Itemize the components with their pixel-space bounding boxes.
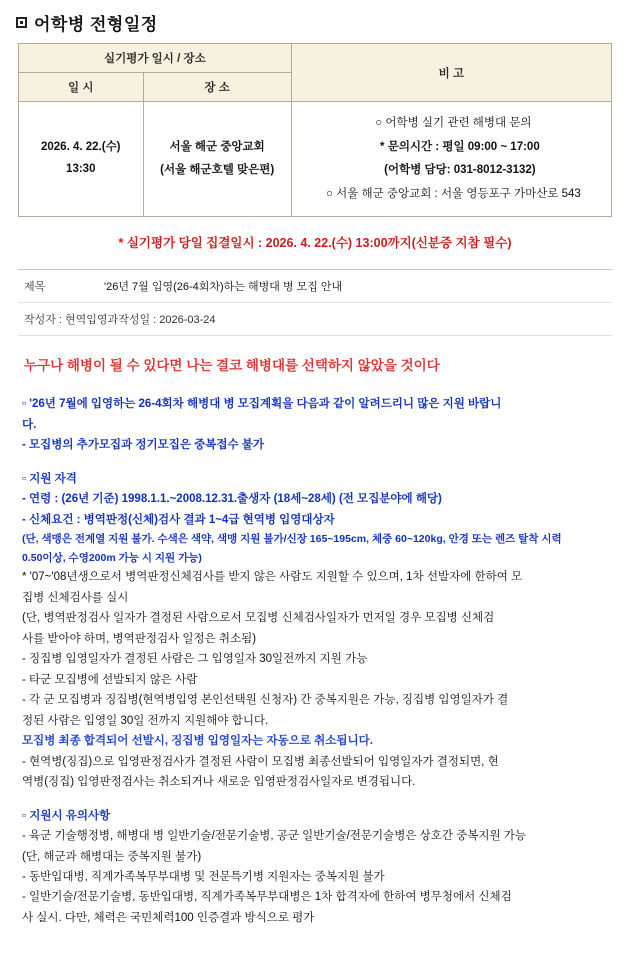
cautions-line-3: - 동반입대병, 직계가족복무부대병 및 전문특기병 지원자는 중복지원 불가 xyxy=(22,871,385,884)
eligibility-line-12: 정된 사람은 입영일 30일 전까지 지원해야 합니다. xyxy=(22,714,269,727)
meta-row-author xyxy=(18,303,612,336)
eligibility-line-9: - 징집병 입영일자가 결정된 사람은 그 입영일자 30일전까지 지원 가능 xyxy=(22,653,368,666)
intro-line-2: 다. xyxy=(22,418,37,431)
cell-date-line1: 2026. 4. 22.(수) xyxy=(41,141,121,154)
eligibility-title: ▫ 지원 자격 xyxy=(22,472,77,485)
eligibility-line-13: 모집병 최종 합격되어 선발시, 징집병 입영일자는 자동으로 취소됩니다. xyxy=(22,735,373,748)
table-header-row-1 xyxy=(19,44,612,73)
schedule-table-wrapper xyxy=(10,43,620,217)
eligibility-line-2: - 신체요건 : 병역판정(신체)검사 결과 1~4급 현역병 입영대상자 xyxy=(22,513,335,526)
meta-value-title: '26년 7월 입영(26-4회차)하는 해병대 병 모집 안내 xyxy=(98,270,612,303)
eligibility-line-11: - 각 군 모집병과 징집병(현역병입영 본인선택원 신청자) 간 중복지원은 가능, 징집병 입영일자가 결 xyxy=(22,694,509,707)
eligibility-line-10: - 타군 모집병에 선발되지 않은 사람 xyxy=(22,673,198,686)
schedule-table xyxy=(18,43,612,217)
eligibility-line-3: (단, 색맹은 전계열 지원 불가. 수색은 색약, 색맹 지원 불가/신장 165~195cm, 체중 60~120kg, 안경 또는 렌즈 탈착 시력 xyxy=(22,533,562,546)
assembly-time-notice: * 실기평가 당일 집결일시 : 2026. 4. 22.(수) 13:00까지(신분증 지참 필수) xyxy=(118,236,512,251)
header-place: 장 소 xyxy=(143,73,291,102)
eligibility-line-1: - 연령 : (26년 기준) 1998.1.1.~2008.12.31.출생자 (18세~28세) (전 모집분야에 해당) xyxy=(22,493,442,506)
cell-note xyxy=(291,102,611,217)
post-meta-wrapper xyxy=(10,265,620,336)
post-meta-table xyxy=(18,269,612,336)
eligibility-block xyxy=(22,469,610,793)
cell-date-line2: 13:30 xyxy=(66,163,96,176)
header-note: 비 고 xyxy=(291,44,611,102)
cautions-block xyxy=(22,806,610,929)
filled-square-icon xyxy=(16,17,27,28)
intro-line-1: ▫ '26년 7월에 입영하는 26-4회차 해병대 병 모집계획을 다음과 같이 알려드리니 많은 지원 바랍니 xyxy=(22,398,502,411)
header-group-left: 실기평가 일시 / 장소 xyxy=(19,44,292,73)
cell-place xyxy=(143,102,291,217)
eligibility-line-7: (단, 병역판정검사 일자가 결정된 사람으로서 모집병 신체검사일자가 먼저일 경우 모집병 신체검 xyxy=(22,612,495,625)
meta-row-title xyxy=(18,270,612,303)
table-row xyxy=(19,102,612,217)
eligibility-line-14: - 현역병(징집)으로 입영판정검사가 결정된 사람이 모집병 최종선발되어 입영일자가 결정되면, 현 xyxy=(22,755,499,768)
header-date: 일 시 xyxy=(19,73,144,102)
meta-label-title: 제목 xyxy=(18,270,98,303)
intro-line-3: - 모집병의 추가모집과 정기모집은 중복접수 불가 xyxy=(22,439,264,452)
cell-date xyxy=(19,102,144,217)
cautions-line-2: (단, 해군과 해병대는 중복지원 불가) xyxy=(22,850,202,863)
eligibility-line-4: 0.50이상, 수영200m 가능 시 지원 가능) xyxy=(22,551,202,564)
note-line-2: * 문의시간 : 평일 09:00 ~ 17:00 xyxy=(380,140,540,153)
meta-author: 작성자 : 현역입영과 xyxy=(24,314,119,327)
eligibility-line-8: 사를 받아야 하며, 병역판정검사 일정은 취소됨) xyxy=(22,632,257,645)
cautions-line-5: 사 실시. 다만, 체력은 국민체력100 인증결과 방식으로 평가 xyxy=(22,911,315,924)
intro-block xyxy=(22,394,610,455)
meta-date: 작성일 : 2026-03-24 xyxy=(118,314,216,327)
meta-author-date xyxy=(18,303,612,336)
eligibility-line-15: 역병(징집) 입영판정검사는 취소되거나 새로운 입영판정검사일자로 변경됩니다. xyxy=(22,776,416,789)
eligibility-line-5: * '07~'08년생으로서 병역판정신체검사를 받지 않은 사람도 지원할 수 있으며, 1차 선발자에 한하여 모 xyxy=(22,571,523,584)
cell-place-line2: (서울 해군호텔 맞은편) xyxy=(160,164,275,177)
cautions-line-4: - 일반기술/전문기술병, 동반입대병, 직계가족복무부대병은 1차 합격자에 한하여 병무청에서 신체검 xyxy=(22,891,512,904)
note-line-1: ○ 어학병 실기 관련 해병대 문의 xyxy=(375,117,532,129)
cautions-title: ▫ 지원시 유의사항 xyxy=(22,809,111,822)
note-line-4: ○ 서울 해군 중앙교회 : 서울 영등포구 가마산로 543 xyxy=(325,187,581,200)
eligibility-line-6: 집병 신체검사를 실시 xyxy=(22,591,129,604)
cautions-line-1: - 육군 기술행정병, 해병대 병 일반기술/전문기술병, 공군 일반기술/전문기술병은 상호간 중복지원 가능 xyxy=(22,830,527,843)
page-title: 어학병 전형일정 xyxy=(34,15,158,34)
post-body xyxy=(10,336,620,928)
cell-place-line1: 서울 해군 중앙교회 xyxy=(169,141,265,154)
note-line-3: (어학병 담당: 031-8012-3132) xyxy=(384,164,536,177)
slogan-headline: 누구나 해병이 될 수 있다면 나는 결코 해병대를 선택하지 않았을 것이다 xyxy=(24,358,440,374)
page-header xyxy=(10,6,620,43)
